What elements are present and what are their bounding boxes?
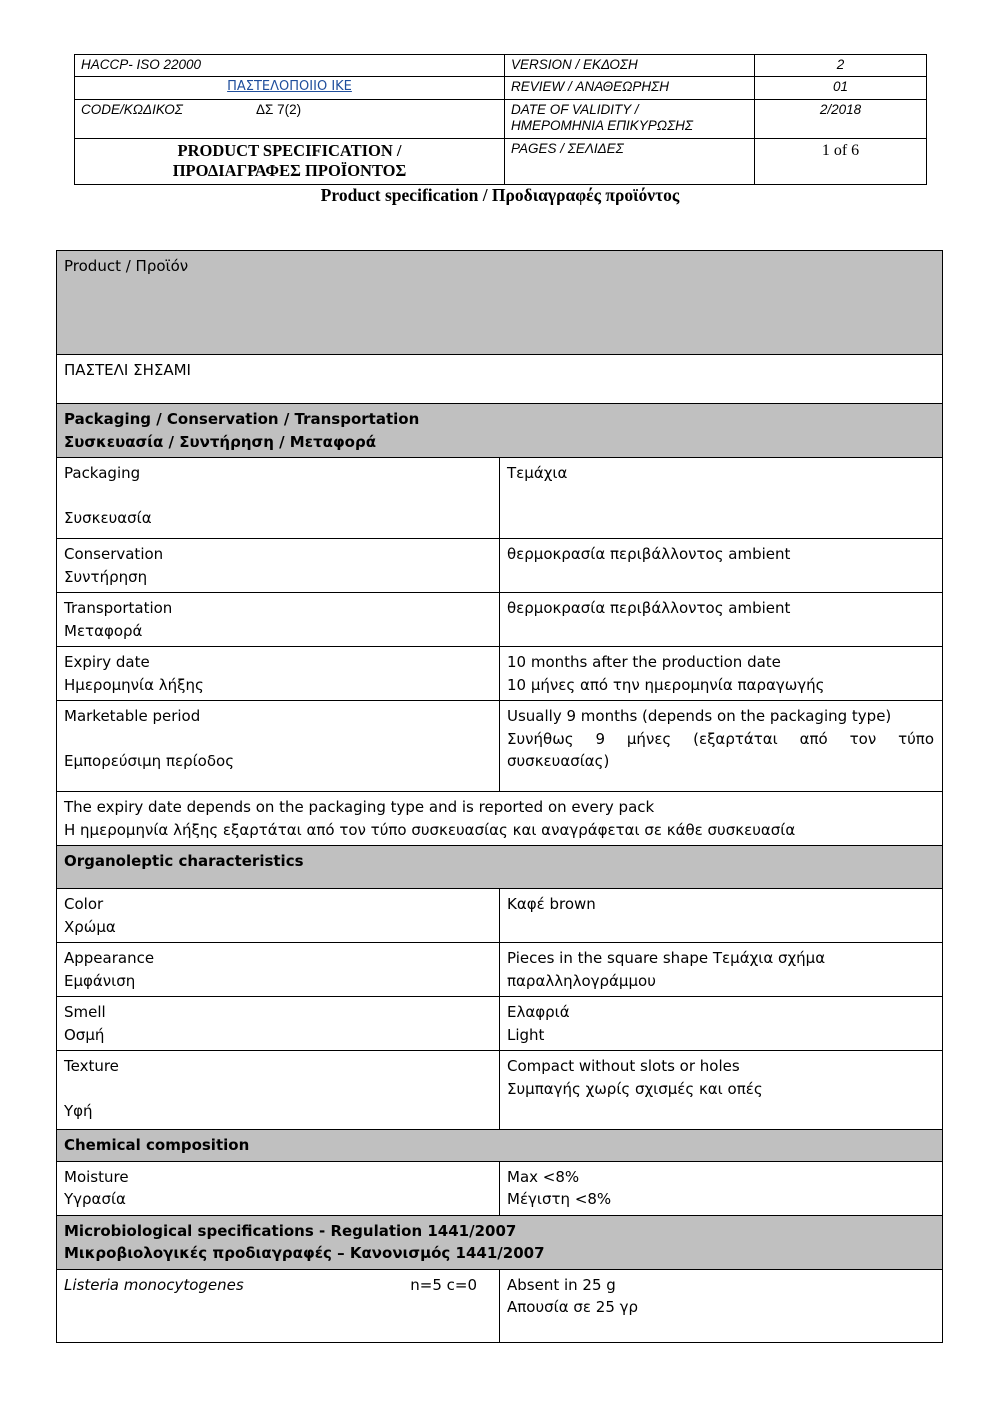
label-el: Συσκευασία bbox=[64, 508, 152, 527]
spacer bbox=[64, 1078, 491, 1100]
value-el: 10 μήνες από την ημερομηνία παραγωγής bbox=[507, 675, 825, 694]
note-en: The expiry date depends on the packaging type and is reported on every pack bbox=[64, 798, 655, 816]
micro-header-el: Μικροβιολογικές προδιαγραφές – Κανονισμός 1441/2007 bbox=[64, 1244, 545, 1262]
row-value-conservation bbox=[500, 539, 943, 593]
table-row bbox=[57, 1051, 943, 1130]
label-el: Συντήρηση bbox=[64, 567, 148, 586]
spacer bbox=[64, 485, 491, 507]
label-en: Moisture bbox=[64, 1167, 129, 1186]
value-el: Light bbox=[507, 1025, 545, 1044]
row-label-marketable-period bbox=[57, 701, 500, 792]
value-el2: συσκευασίας) bbox=[507, 752, 610, 770]
validity-label-el: ΗΜΕΡΟΜΗΝΙΑ ΕΠΙΚΥΡΩΣΗΣ bbox=[511, 118, 694, 134]
row-label-listeria bbox=[57, 1269, 500, 1342]
label-en: Conservation bbox=[64, 545, 164, 563]
organism-name: Listeria monocytogenes bbox=[64, 1275, 244, 1294]
value-en: Καφέ brown bbox=[507, 895, 596, 913]
code-label: CODE/ΚΩΔΙΚΟΣ bbox=[81, 101, 183, 117]
product-specification-table bbox=[56, 250, 943, 1343]
label-en: Smell bbox=[64, 1003, 106, 1021]
row-value-transportation bbox=[500, 593, 943, 647]
standard-cell: HACCP- ISO 22000 bbox=[75, 55, 505, 77]
table-row bbox=[57, 539, 943, 593]
packaging-header-el: Συσκευασία / Συντήρηση / Μεταφορά bbox=[64, 432, 377, 451]
row-label-conservation bbox=[57, 539, 500, 593]
value-en: Ελαφριά bbox=[507, 1003, 570, 1021]
value-el: Συμπαγής χωρίς σχισμές και οπές bbox=[507, 1079, 763, 1098]
value-en: Compact without slots or holes bbox=[507, 1057, 740, 1075]
label-en: Transportation bbox=[64, 599, 173, 617]
page-title: Product specification / Προδιαγραφές προϊόντος bbox=[320, 185, 680, 205]
table-row bbox=[57, 1215, 943, 1269]
sampling-plan: n=5 c=0 bbox=[410, 1275, 477, 1294]
pages-value: 1 of 6 bbox=[755, 138, 927, 184]
row-value-appearance bbox=[500, 943, 943, 997]
pages-label: PAGES / ΣΕΛΙΔΕΣ bbox=[505, 138, 755, 184]
packaging-header-en: Packaging / Conservation / Transportation bbox=[64, 410, 420, 428]
value-en: Usually 9 months (depends on the packaging type) bbox=[507, 707, 892, 725]
row-label-moisture bbox=[57, 1161, 500, 1215]
label-el: Εμπορεύσιμη περίοδος bbox=[64, 751, 235, 770]
label-en: Color bbox=[64, 895, 104, 913]
label-en: Expiry date bbox=[64, 653, 150, 671]
validity-value: 2/2018 bbox=[755, 99, 927, 138]
row-label-smell bbox=[57, 997, 500, 1051]
product-section-header: Product / Προϊόν bbox=[57, 251, 943, 355]
value-en: Max <8% bbox=[507, 1167, 580, 1186]
version-value: 2 bbox=[755, 55, 927, 77]
label-en: Marketable period bbox=[64, 707, 201, 725]
value-en: θερμοκρασία περιβάλλοντος ambient bbox=[507, 545, 791, 563]
row-label-appearance bbox=[57, 943, 500, 997]
header-row-pages bbox=[75, 138, 927, 184]
table-row bbox=[57, 1269, 943, 1342]
table-row bbox=[57, 889, 943, 943]
label-el: Υφή bbox=[64, 1101, 93, 1120]
value-el: Απουσία σε 25 γρ bbox=[507, 1298, 639, 1316]
table-row bbox=[57, 355, 943, 404]
version-label: VERSION / ΕΚΔΟΣΗ bbox=[505, 55, 755, 77]
table-row bbox=[57, 943, 943, 997]
validity-label-en: DATE OF VALIDITY / bbox=[511, 101, 639, 117]
row-label-texture bbox=[57, 1051, 500, 1130]
review-label: REVIEW / ΑΝΑΘΕΩΡΗΣΗ bbox=[505, 77, 755, 99]
table-row bbox=[57, 792, 943, 846]
label-el: Μεταφορά bbox=[64, 621, 143, 640]
organoleptic-section-header: Organoleptic characteristics bbox=[57, 846, 943, 889]
value-el: παραλληλογράμμου bbox=[507, 971, 656, 990]
label-en: Packaging bbox=[64, 464, 141, 482]
row-label-packaging bbox=[57, 458, 500, 539]
header-row-version bbox=[75, 55, 927, 77]
table-row bbox=[57, 846, 943, 889]
row-value-texture bbox=[500, 1051, 943, 1130]
row-value-moisture bbox=[500, 1161, 943, 1215]
table-row bbox=[57, 404, 943, 458]
note-el: Η ημερομηνία λήξης εξαρτάται από τον τύπο συσκευασίας και αναγράφεται σε κάθε συσκευασία bbox=[64, 820, 796, 839]
micro-header-en: Microbiological specifications - Regulation 1441/2007 bbox=[64, 1221, 517, 1240]
label-el: Υγρασία bbox=[64, 1190, 126, 1208]
chemical-section-header: Chemical composition bbox=[57, 1130, 943, 1162]
microbiological-section-header bbox=[57, 1215, 943, 1269]
value-en: 10 months after the production date bbox=[507, 653, 781, 671]
table-row bbox=[57, 1161, 943, 1215]
value-en: Absent in 25 g bbox=[507, 1275, 616, 1294]
value-el: Μέγιστη <8% bbox=[507, 1190, 612, 1208]
label-el: Χρώμα bbox=[64, 917, 116, 936]
header-row-validity bbox=[75, 99, 927, 138]
table-row bbox=[57, 997, 943, 1051]
header-row-review bbox=[75, 77, 927, 99]
table-row bbox=[57, 251, 943, 355]
table-row bbox=[57, 1130, 943, 1162]
spec-title-cell bbox=[75, 138, 505, 184]
row-value-packaging bbox=[500, 458, 943, 539]
row-value-marketable-period bbox=[500, 701, 943, 792]
label-el: Ημερομηνία λήξης bbox=[64, 675, 204, 694]
value-en: Pieces in the square shape Τεμάχια σχήμα bbox=[507, 949, 826, 967]
document-header-table bbox=[74, 54, 927, 185]
value-el: Συνήθως 9 μήνες (εξαρτάται από τον τύπο bbox=[507, 729, 934, 748]
review-value: 01 bbox=[755, 77, 927, 99]
packaging-section-header bbox=[57, 404, 943, 458]
label-en: Appearance bbox=[64, 949, 155, 967]
spacer bbox=[64, 728, 491, 750]
row-label-color bbox=[57, 889, 500, 943]
spec-title-en: PRODUCT SPECIFICATION / bbox=[177, 140, 402, 160]
row-label-expiry-date bbox=[57, 647, 500, 701]
table-row bbox=[57, 701, 943, 792]
expiry-note-cell bbox=[57, 792, 943, 846]
table-row bbox=[57, 458, 943, 539]
table-row bbox=[57, 647, 943, 701]
row-value-color bbox=[500, 889, 943, 943]
row-value-expiry-date bbox=[500, 647, 943, 701]
value-en: Τεμάχια bbox=[507, 464, 568, 482]
company-link[interactable]: ΠΑΣΤΕΛΟΠΟΙΙΟ ΙΚΕ bbox=[227, 79, 352, 95]
company-cell bbox=[75, 77, 505, 99]
validity-label bbox=[505, 99, 755, 138]
label-el: Οσμή bbox=[64, 1025, 105, 1044]
label-el: Εμφάνιση bbox=[64, 971, 136, 990]
product-name-cell: ΠΑΣΤΕΛΙ ΣΗΣΑΜΙ bbox=[57, 355, 943, 404]
row-value-smell bbox=[500, 997, 943, 1051]
row-value-listeria bbox=[500, 1269, 943, 1342]
code-value: ΔΣ 7(2) bbox=[256, 101, 302, 117]
spec-title-el: ΠΡΟΔΙΑΓΡΑΦΕΣ ΠΡΟΪΟΝΤΟΣ bbox=[172, 161, 407, 180]
label-en: Texture bbox=[64, 1057, 119, 1075]
row-label-transportation bbox=[57, 593, 500, 647]
value-en: θερμοκρασία περιβάλλοντος ambient bbox=[507, 599, 791, 617]
table-row bbox=[57, 593, 943, 647]
code-cell bbox=[75, 99, 505, 138]
